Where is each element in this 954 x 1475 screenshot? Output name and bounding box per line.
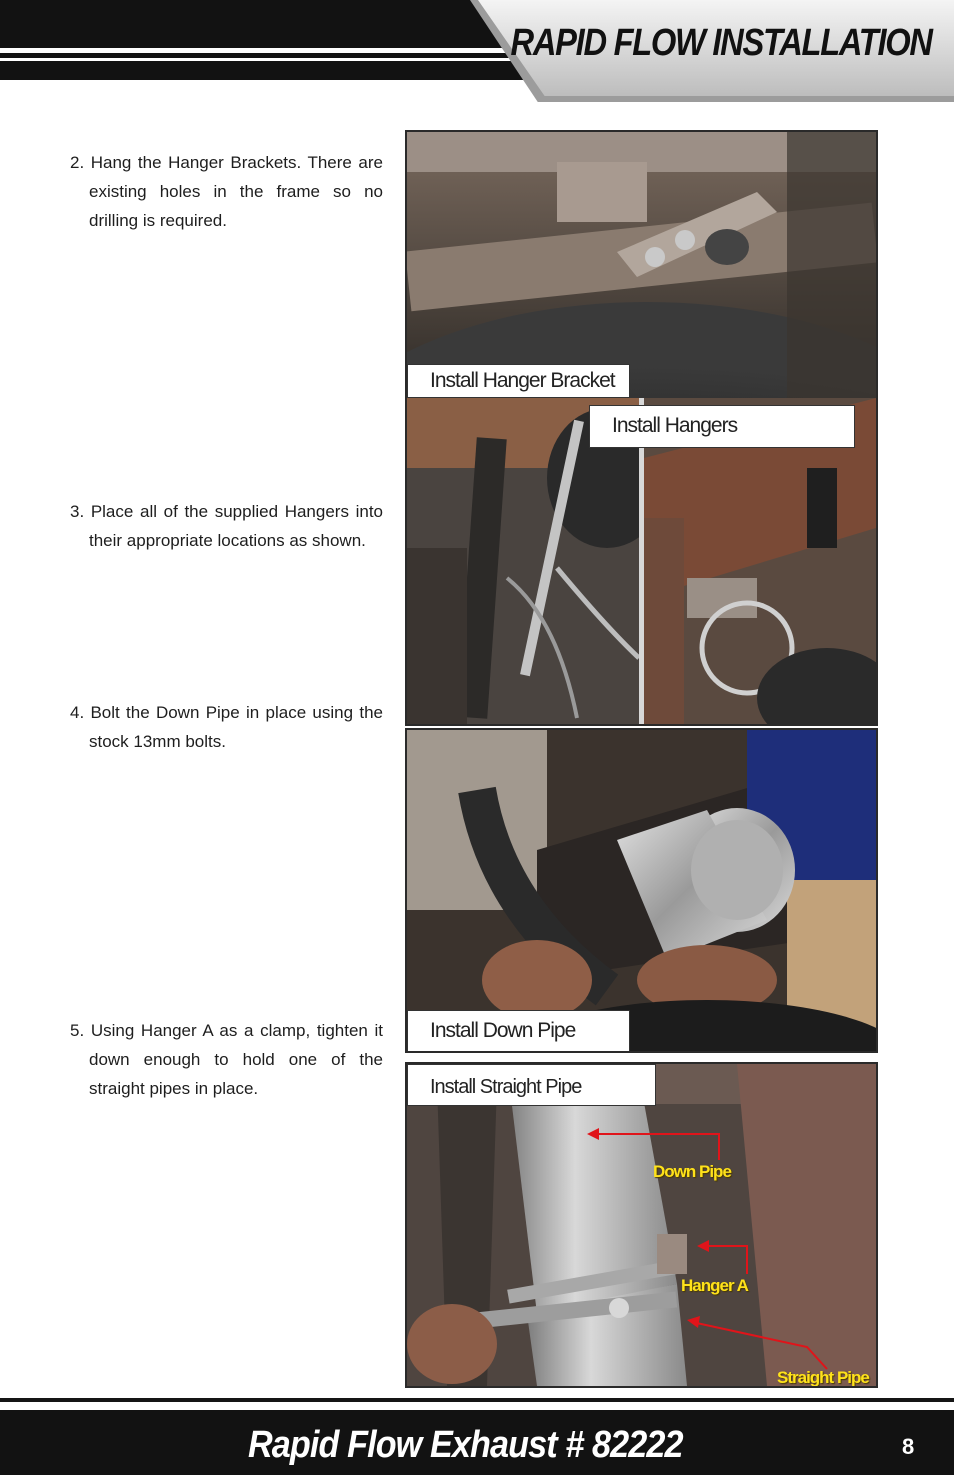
step-2-text: 2. Hang the Hanger Brackets. There are existing holes in the frame so no drilling is required.: [70, 153, 383, 230]
photo-label-down-pipe: Install Down Pipe: [407, 1010, 630, 1053]
footer-rule: [0, 1398, 954, 1402]
photo-label-hanger-bracket: Install Hanger Bracket: [407, 364, 630, 398]
header-stripe: [0, 48, 560, 53]
step-3-text: 3. Place all of the supplied Hangers into their appropriate locations as shown.: [70, 502, 383, 550]
photo-hangers: [405, 398, 878, 726]
callout-down-pipe: Down Pipe: [653, 1162, 731, 1181]
photo-label-hangers: Install Hangers: [589, 405, 855, 448]
straight-pipe-image: [407, 1064, 876, 1386]
footer-title: Rapid Flow Exhaust # 82222: [248, 1424, 683, 1466]
down-pipe-image: [407, 730, 876, 1051]
photo-straight-pipe: [405, 1062, 878, 1388]
photo-label-straight-pipe: Install Straight Pipe: [407, 1064, 656, 1106]
hanger-bracket-image: [407, 132, 876, 398]
callout-hanger-a: Hanger A: [681, 1276, 748, 1295]
callout-straight-pipe: Straight Pipe: [777, 1368, 869, 1387]
header-stripe: [0, 58, 560, 61]
page-number: 8: [902, 1434, 915, 1459]
page-title: RAPID FLOW INSTALLATION: [510, 22, 932, 64]
photo-down-pipe: [405, 728, 878, 1053]
photo-hanger-bracket: [405, 130, 878, 400]
step-4-text: 4. Bolt the Down Pipe in place using the stock 13mm bolts.: [70, 703, 383, 751]
step-5-text: 5. Using Hanger A as a clamp, tighten it down enough to hold one of the straight pipes in place.: [70, 1021, 383, 1098]
